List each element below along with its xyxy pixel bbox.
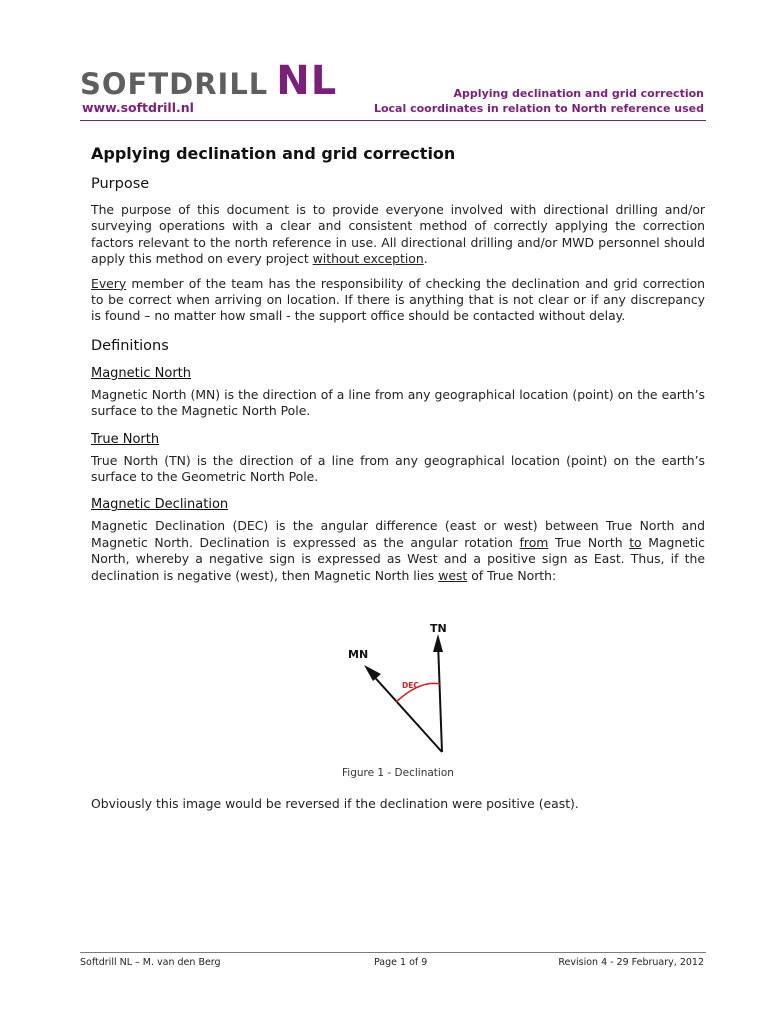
purpose-heading: Purpose xyxy=(91,176,150,192)
magnetic-north-heading: Magnetic North xyxy=(91,365,192,381)
softdrill-logo xyxy=(80,58,338,104)
true-north-heading: True North xyxy=(91,431,160,447)
magnetic-north-text: Magnetic North (MN) is the direction of a line from any geographical location (point) on the earth’s surface to the Magnetic North Pole. xyxy=(91,386,705,419)
purpose-p2-emphasis: Every xyxy=(91,275,127,291)
document-body xyxy=(91,140,705,592)
purpose-paragraph-2 xyxy=(91,276,705,325)
mn-label: MN xyxy=(348,648,369,661)
document-title: Applying declination and grid correction xyxy=(91,144,456,163)
dec-to: to xyxy=(629,534,642,550)
purpose-p2-text: member of the team has the responsibility of checking the declination and grid correction to be correct when arriving on location. If there is anything that is not clear or if any discrepancy is found – no matter how small - the support office should be contacted without delay. xyxy=(91,275,705,324)
dec-west: west xyxy=(438,567,468,583)
footer-author: Softdrill NL – M. van den Berg xyxy=(80,957,221,968)
true-north-text: True North (TN) is the direction of a line from any geographical location (point) on the earth’s surface to the Geometric North Pole. xyxy=(91,452,705,485)
header-title-line2: Local coordinates in relation to North reference used xyxy=(373,102,704,115)
header-title-block xyxy=(374,86,704,116)
magnetic-declination-heading: Magnetic Declination xyxy=(91,497,229,513)
header-title-line1: Applying declination and grid correction xyxy=(453,87,704,100)
header-divider xyxy=(80,120,706,121)
definitions-heading: Definitions xyxy=(91,337,169,354)
declination-figure xyxy=(320,618,480,758)
after-figure-block xyxy=(91,796,705,820)
footer-page-number: Page 1 of 9 xyxy=(374,957,428,968)
purpose-p1-end: . xyxy=(423,251,428,267)
figure-caption: Figure 1 - Declination xyxy=(342,767,454,779)
dec-from: from xyxy=(519,534,549,550)
purpose-paragraph-1 xyxy=(91,202,705,268)
website-link[interactable]: www.softdrill.nl xyxy=(82,100,194,115)
purpose-p1-emphasis: without exception xyxy=(312,251,424,267)
true-north-arrowhead xyxy=(433,634,443,652)
dec-label: DEC xyxy=(402,681,419,690)
footer-divider xyxy=(80,952,706,953)
dec-text-d: of True North: xyxy=(467,567,557,583)
tn-label: TN xyxy=(430,622,447,635)
true-north-arrow xyxy=(438,642,442,752)
footer-revision: Revision 4 - 29 February, 2012 xyxy=(558,957,704,968)
purpose-p1-text: The purpose of this document is to provide everyone involved with directional drilling and/or surveying operations with a clear and consistent method of correctly applying the correction factors relevant to the north reference in use. All directional drilling and/or MWD personnel should apply this method on every project xyxy=(91,202,705,267)
logo-text: SOFTDRILL xyxy=(80,67,269,101)
magnetic-declination-text xyxy=(91,518,705,584)
logo-accent: NL xyxy=(276,58,338,104)
magnetic-north-arrowhead xyxy=(364,665,381,681)
dec-text-c: Magnetic North, whereby a negative sign is expressed as West and a positive sign as East. Thus, if the declination is negative (west), then Magnetic North lies xyxy=(91,534,705,583)
dec-text-a: Magnetic Declination (DEC) is the angular difference (east or west) between True North and Magnetic North. Declination is expressed as the angular rotation xyxy=(91,518,705,550)
dec-text-b: True North xyxy=(548,534,630,550)
after-figure-text: Obviously this image would be reversed if the declination were positive (east). xyxy=(91,796,579,811)
